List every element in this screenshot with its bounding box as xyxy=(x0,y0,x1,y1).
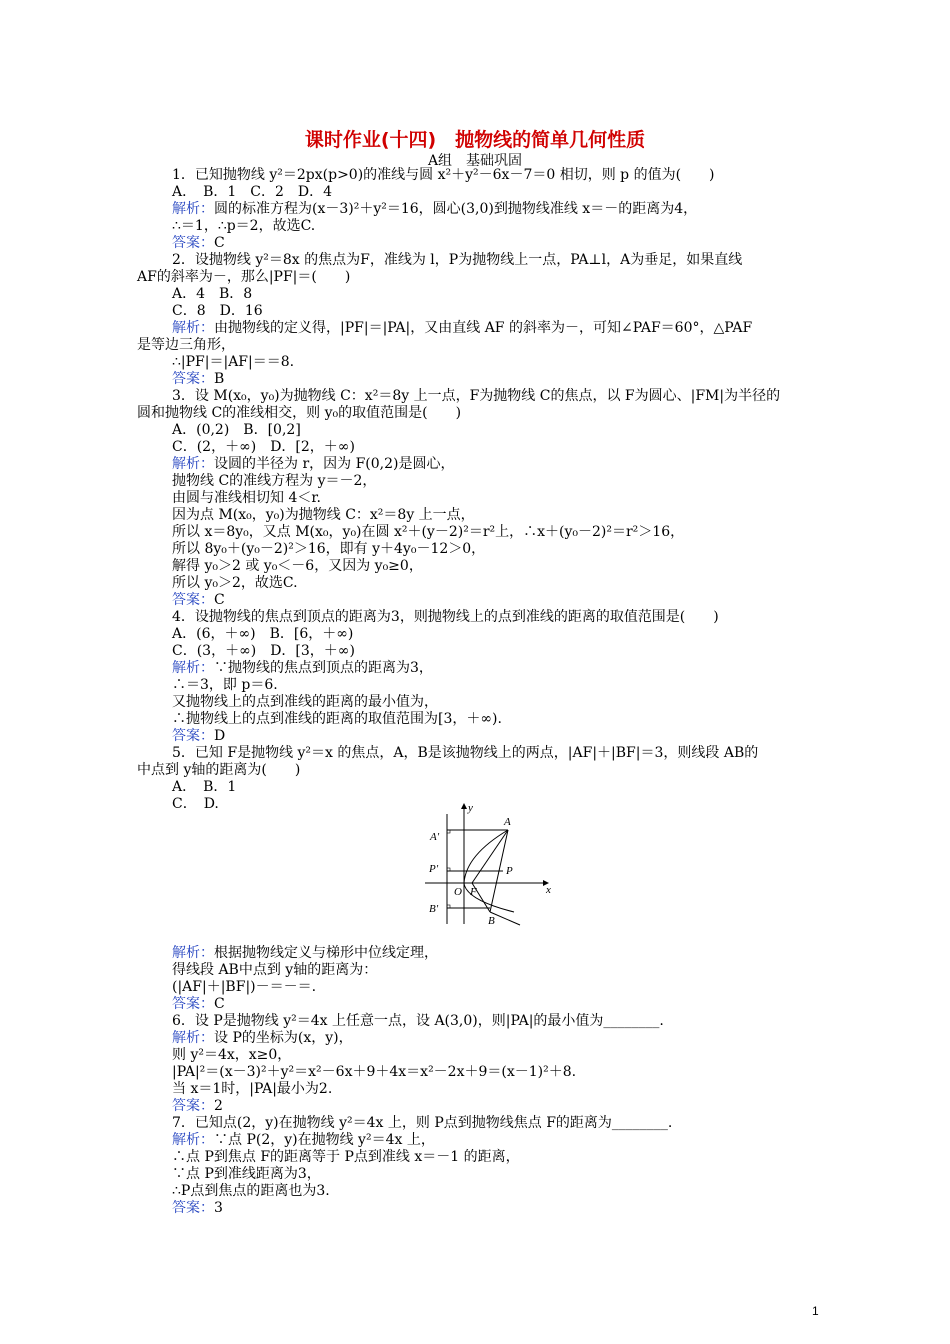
solution-label: 解析： xyxy=(172,320,214,336)
answer-label: 答案： xyxy=(172,235,214,251)
parabola-upper-branch xyxy=(464,830,508,883)
label-y: y xyxy=(468,802,473,814)
q3-answer: 答案：C xyxy=(172,592,225,608)
answer-label: 答案： xyxy=(172,996,214,1012)
q7-solution-line1: 解析：∵点 P(2，y)在抛物线 y²＝4x 上， xyxy=(172,1132,435,1148)
q5-solution-line3: (|AF|＋|BF|)－＝－＝. xyxy=(172,979,317,995)
solution-label: 解析： xyxy=(172,1030,214,1046)
q2-answer: 答案：B xyxy=(172,371,225,387)
q3-solution-line7: 解得 y₀＞2 或 y₀＜－6，又因为 y₀≥0， xyxy=(172,558,423,574)
q3-stem-line2: 圆和抛物线 C的准线相交，则 y₀的取值范围是( ) xyxy=(137,405,462,421)
q2-stem-line2: AF的斜率为－，那么|PF|＝( ) xyxy=(137,269,351,285)
q1-stem: 1．已知抛物线 y²＝2px(p>0)的准线与圆 x²＋y²－6x－7＝0 相切，则 p 的值为( ) xyxy=(172,167,715,183)
q4-answer: 答案：D xyxy=(172,728,226,744)
solution-label: 解析： xyxy=(172,456,214,472)
answer-label: 答案： xyxy=(172,1098,214,1114)
page-title: 课时作业(十四) 抛物线的简单几何性质 xyxy=(304,129,646,151)
solution-label: 解析： xyxy=(172,660,214,676)
q6-answer: 答案：2 xyxy=(172,1098,223,1114)
label-x: x xyxy=(546,884,551,896)
q3-stem-line1: 3．设 M(x₀，y₀)为抛物线 C：x²＝8y 上一点，F为抛物线 C的焦点，以 F为圆心、|FM|为半径的 xyxy=(172,388,781,404)
q1-solution-line1: 解析：圆的标准方程为(x－3)²＋y²＝16，圆心(3,0)到抛物线准线 x＝－的距离为4， xyxy=(172,201,698,217)
answer-label: 答案： xyxy=(172,592,214,608)
q6-stem: 6．设 P是抛物线 y²＝4x 上任意一点，设 A(3,0)，则|PA|的最小值为________. xyxy=(172,1013,664,1029)
solution-label: 解析： xyxy=(172,1132,214,1148)
q6-solution-line2: 则 y²＝4x，x≥0， xyxy=(172,1047,292,1063)
q5-solution-line2: 得线段 AB中点到 y轴的距离为： xyxy=(172,962,378,978)
answer-label: 答案： xyxy=(172,1200,214,1216)
q3-solution-line3: 由圆与准线相切知 4＜r. xyxy=(172,490,321,506)
q2-solution-line1: 解析：由抛物线的定义得，|PF|＝|PA|，又由直线 AF 的斜率为－，可知∠PAF＝60°，△PAF xyxy=(172,320,753,336)
q4-stem: 4．设抛物线的焦点到顶点的距离为3，则抛物线上的点到准线的距离的取值范围是( ) xyxy=(172,609,719,625)
q5-options-1: A． B．1 xyxy=(172,779,237,795)
q3-solution-line5: 所以 x＝8y₀，又点 M(x₀，y₀)在圆 x²＋(y－2)²＝r²上，∴x＋(y₀－2)²＝r²＞16， xyxy=(172,524,685,540)
label-P: P xyxy=(506,865,513,877)
q3-solution-line6: 所以 8y₀＋(y₀－2)²＞16，即有 y＋4y₀－12＞0， xyxy=(172,541,486,557)
q4-options-1: A．(6，＋∞) B．[6，＋∞) xyxy=(172,626,354,642)
q7-answer: 答案：3 xyxy=(172,1200,223,1216)
q2-stem-line1: 2．设抛物线 y²＝8x 的焦点为F，准线为 l，P为抛物线上一点，PA⊥l，A为垂足，如果直线 xyxy=(172,252,743,268)
label-O: O xyxy=(454,886,462,898)
label-F: F xyxy=(470,886,477,898)
q3-options-1: A．(0,2) B．[0,2] xyxy=(172,422,301,438)
q7-solution-line3: ∵点 P到准线距离为3， xyxy=(172,1166,321,1182)
q5-answer: 答案：C xyxy=(172,996,225,1012)
q1-solution-line2: ∴＝1，∴p＝2，故选C. xyxy=(172,218,316,234)
q4-solution-line3: 又抛物线上的点到准线的距离的最小值为， xyxy=(172,694,438,710)
q4-solution-line2: ∴＝3，即 p＝6. xyxy=(172,677,278,693)
q5-stem-line1: 5．已知 F是抛物线 y²＝x 的焦点，A，B是该抛物线上的两点，|AF|＋|BF|＝3，则线段 AB的 xyxy=(172,745,759,761)
q4-solution-line1: 解析：∵抛物线的焦点到顶点的距离为3， xyxy=(172,660,433,676)
q7-stem: 7．已知点(2，y)在抛物线 y²＝4x 上，则 P点到抛物线焦点 F的距离为________. xyxy=(172,1115,673,1131)
q2-solution-line2: 是等边三角形， xyxy=(137,337,235,353)
q6-solution-line3: |PA|²＝(x－3)²＋y²＝x²－6x＋9＋4x＝x²－2x＋9＝(x－1)²＋8. xyxy=(172,1064,577,1080)
label-A-prime: A′ xyxy=(430,831,440,843)
q4-solution-line4: ∴抛物线上的点到准线的距离的取值范围为[3，＋∞). xyxy=(172,711,502,727)
label-B-prime: B′ xyxy=(429,903,439,915)
answer-label: 答案： xyxy=(172,371,214,387)
q3-solution-line2: 抛物线 C的准线方程为 y＝－2， xyxy=(172,473,377,489)
q5-solution-line1: 解析：根据抛物线定义与梯形中位线定理， xyxy=(172,945,438,961)
q5-stem-line2: 中点到 y轴的距离为( ) xyxy=(137,762,301,778)
q7-solution-line2: ∴点 P到焦点 F的距离等于 P点到准线 x＝－1 的距离， xyxy=(172,1149,520,1165)
q2-options-2: C．8 D．16 xyxy=(172,303,263,319)
q7-solution-line4: ∴P点到焦点的距离也为3. xyxy=(172,1183,330,1199)
q6-solution-line1: 解析：设 P的坐标为(x，y)， xyxy=(172,1030,353,1046)
label-B: B xyxy=(488,915,495,927)
solution-label: 解析： xyxy=(172,201,214,217)
q3-solution-line4: 因为点 M(x₀，y₀)为抛物线 C：x²＝8y 上一点， xyxy=(172,507,475,523)
q3-options-2: C．(2，＋∞) D．[2，＋∞) xyxy=(172,439,355,455)
q2-options-1: A．4 B．8 xyxy=(172,286,253,302)
q3-solution-line8: 所以 y₀＞2，故选C. xyxy=(172,575,298,591)
page-number: 1 xyxy=(812,1304,819,1318)
parabola-figure xyxy=(420,800,560,930)
answer-label: 答案： xyxy=(172,728,214,744)
label-A: A xyxy=(504,816,511,828)
q2-solution-line3: ∴|PF|＝|AF|＝＝8. xyxy=(172,354,295,370)
solution-label: 解析： xyxy=(172,945,214,961)
q5-options-2: C． D. xyxy=(172,796,219,812)
q3-solution-line1: 解析：设圆的半径为 r，因为 F(0,2)是圆心， xyxy=(172,456,455,472)
q4-options-2: C．(3，＋∞) D．[3，＋∞) xyxy=(172,643,355,659)
q1-answer: 答案：C xyxy=(172,235,225,251)
q6-solution-line4: 当 x＝1时，|PA|最小为2. xyxy=(172,1081,333,1097)
page-subtitle: A组 基础巩固 xyxy=(427,153,523,169)
label-P-prime: P′ xyxy=(429,863,439,875)
q1-options: A． B．1 C．2 D．4 xyxy=(172,184,333,200)
